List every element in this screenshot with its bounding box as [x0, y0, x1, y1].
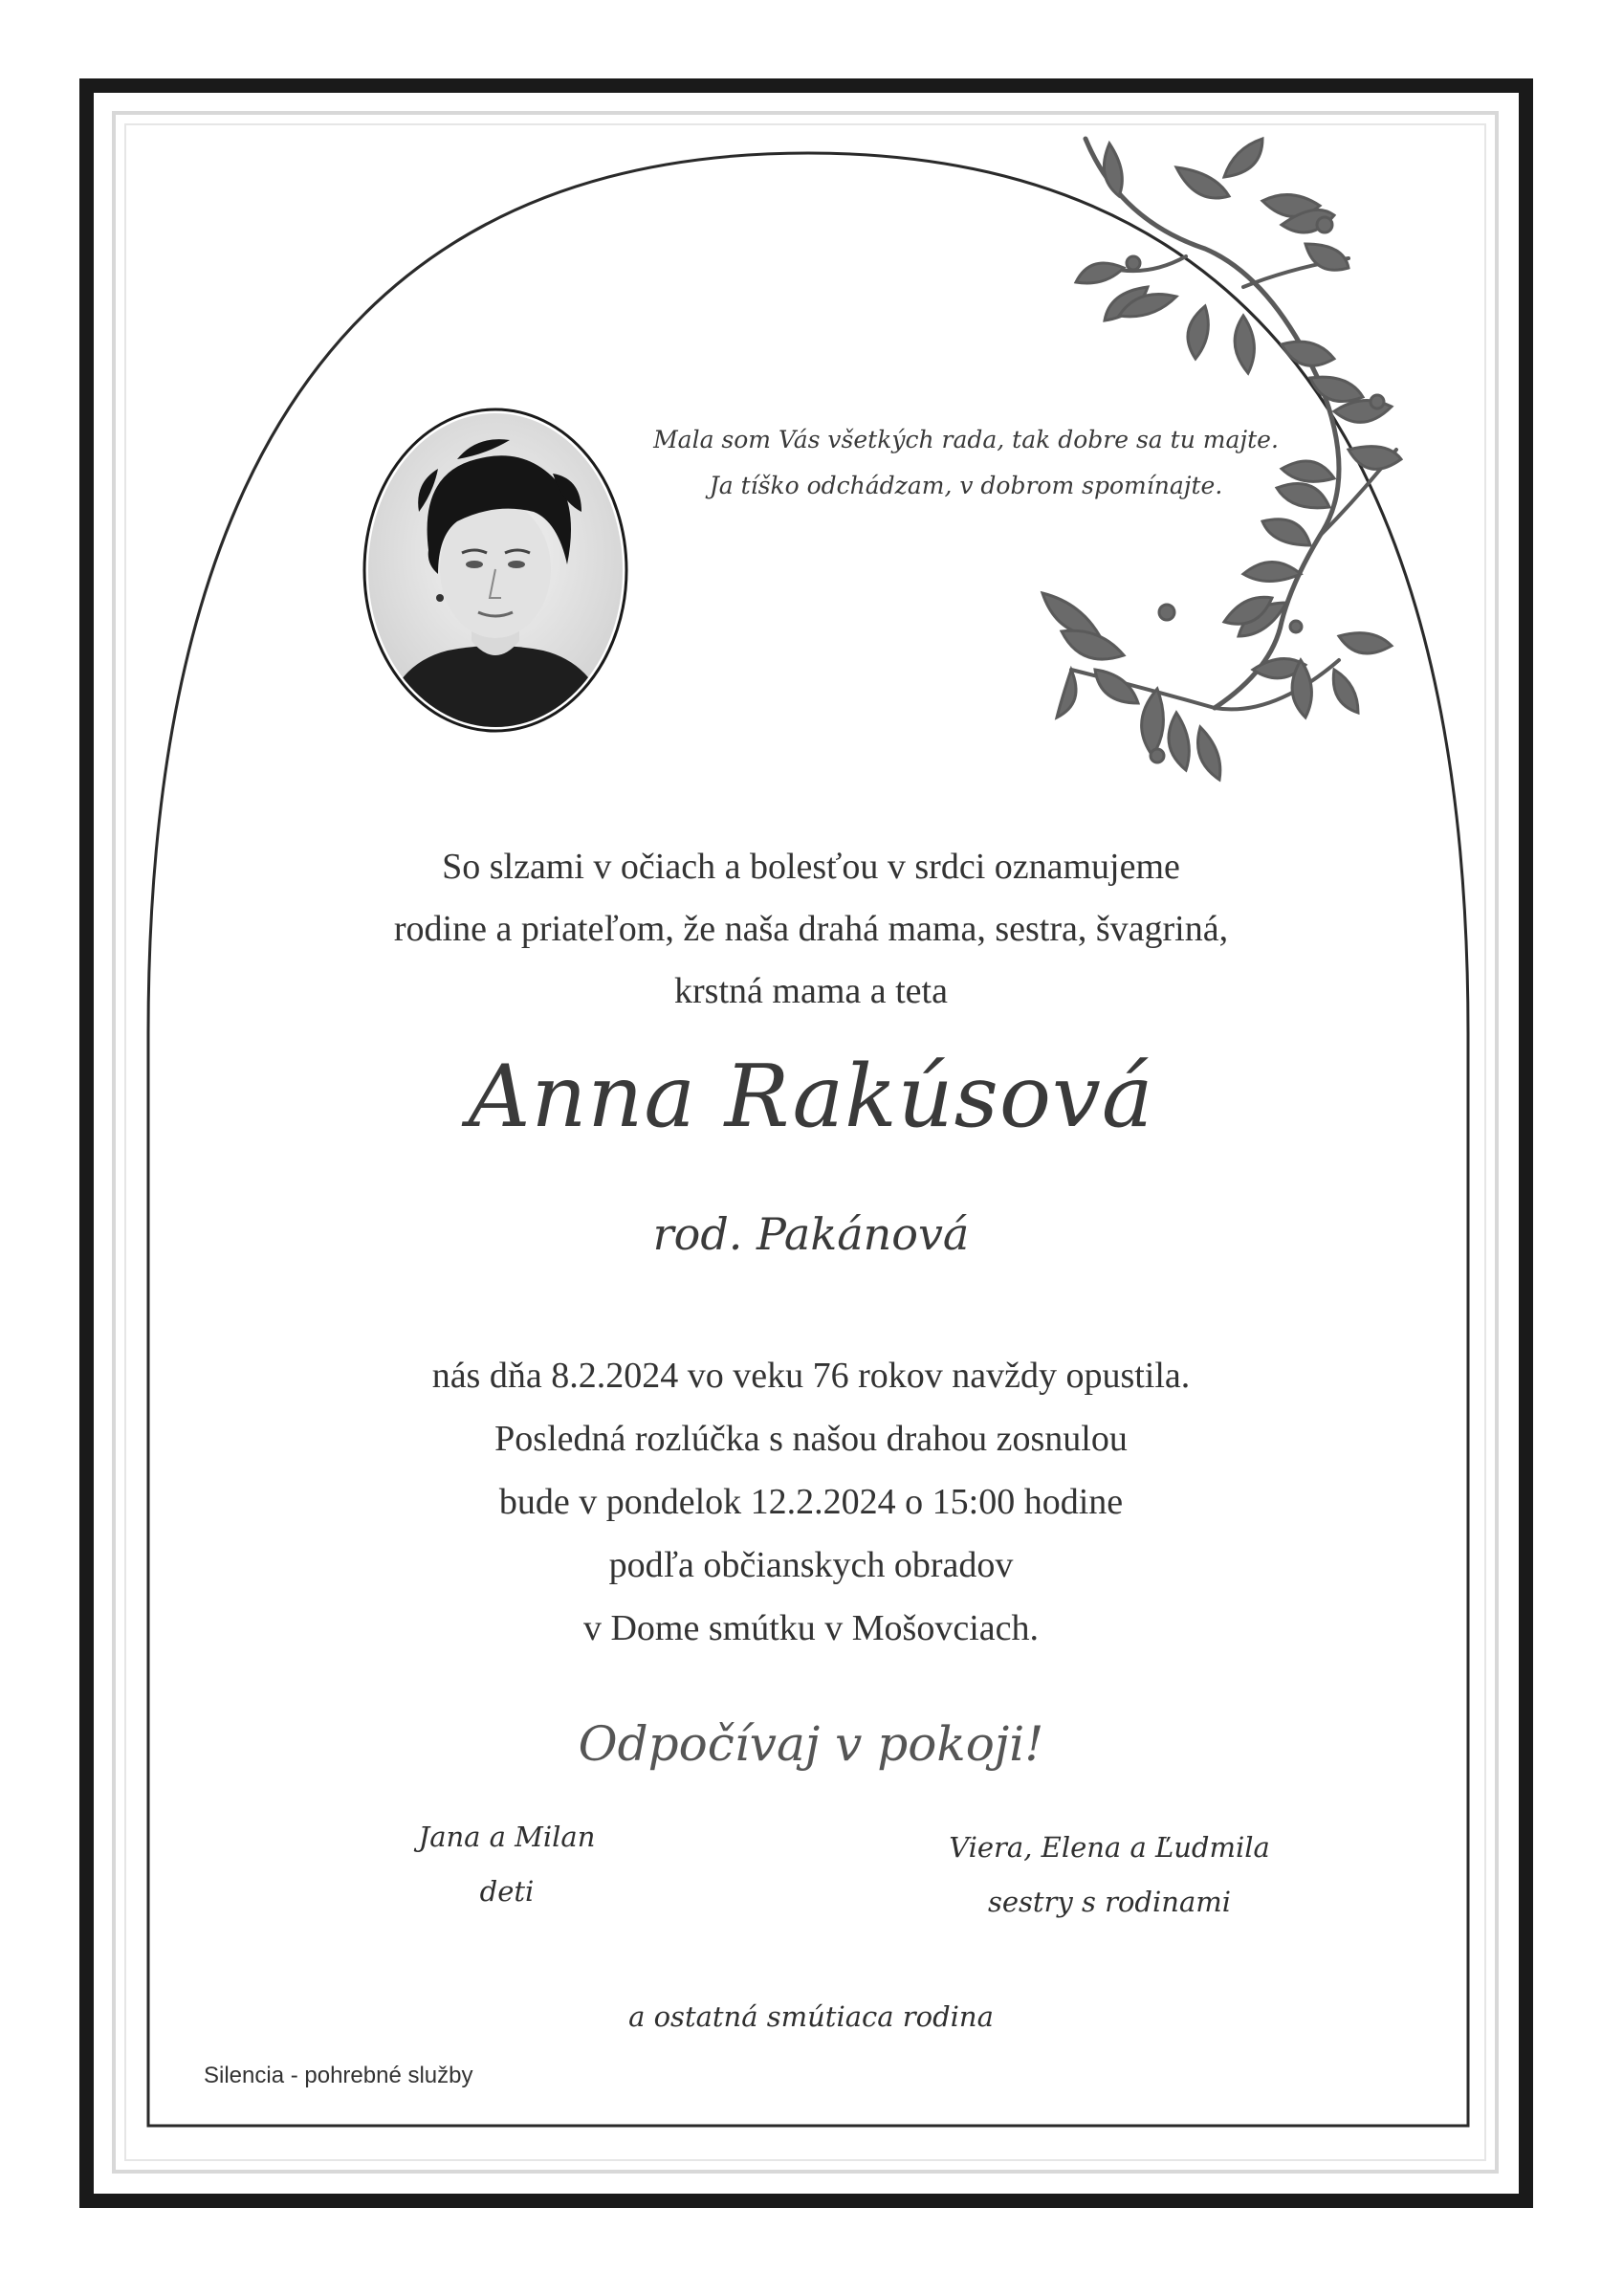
funeral-service-footer: Silencia - pohrebné služby	[204, 2063, 473, 2088]
epitaph-line-2: Ja tíško odchádzam, v dobrom spomínajte.	[709, 472, 1223, 499]
intro-line-1: So slzami v očiach a bolesťou v srdci oznamujeme	[442, 847, 1180, 887]
rest-in-peace: Odpočívaj v pokoji!	[578, 1716, 1044, 1772]
signature-sisters	[889, 1821, 1329, 1930]
details-line-2: Posledná rozlúčka s našou drahou zosnulou	[494, 1419, 1128, 1459]
maiden-name: rod. Pakánová	[652, 1208, 970, 1260]
details-line-4: podľa občianskych obradov	[608, 1545, 1014, 1585]
signature-children-relation: deti	[479, 1875, 535, 1908]
signature-children-names: Jana a Milan	[418, 1821, 596, 1853]
signature-children	[363, 1810, 650, 1919]
deceased-name: Anna Rakúsová	[468, 1047, 1154, 1147]
epitaph-line-1: Mala som Vás všetkých rada, tak dobre sa tu majte.	[653, 426, 1279, 453]
details-line-5: v Dome smútku v Mošovciach.	[582, 1608, 1039, 1648]
details-line-3: bude v pondelok 12.2.2024 o 15:00 hodine	[498, 1482, 1124, 1522]
details-line-1: nás dňa 8.2.2024 vo veku 76 rokov navždy opustila.	[431, 1356, 1191, 1396]
signature-sisters-relation: sestry s rodinami	[987, 1886, 1232, 1918]
epitaph-verse	[622, 417, 1310, 509]
announcement-intro	[237, 836, 1385, 1023]
funeral-details	[237, 1344, 1385, 1660]
signature-sisters-names: Viera, Elena a Ľudmila	[949, 1831, 1270, 1864]
portrait-photo-icon	[362, 407, 629, 734]
intro-line-3: krstná mama a teta	[674, 971, 948, 1011]
intro-line-2: rodine a priateľom, že naša drahá mama, sestra, švagriná,	[393, 909, 1229, 949]
signature-family: a ostatná smútiaca rodina	[628, 2000, 994, 2033]
